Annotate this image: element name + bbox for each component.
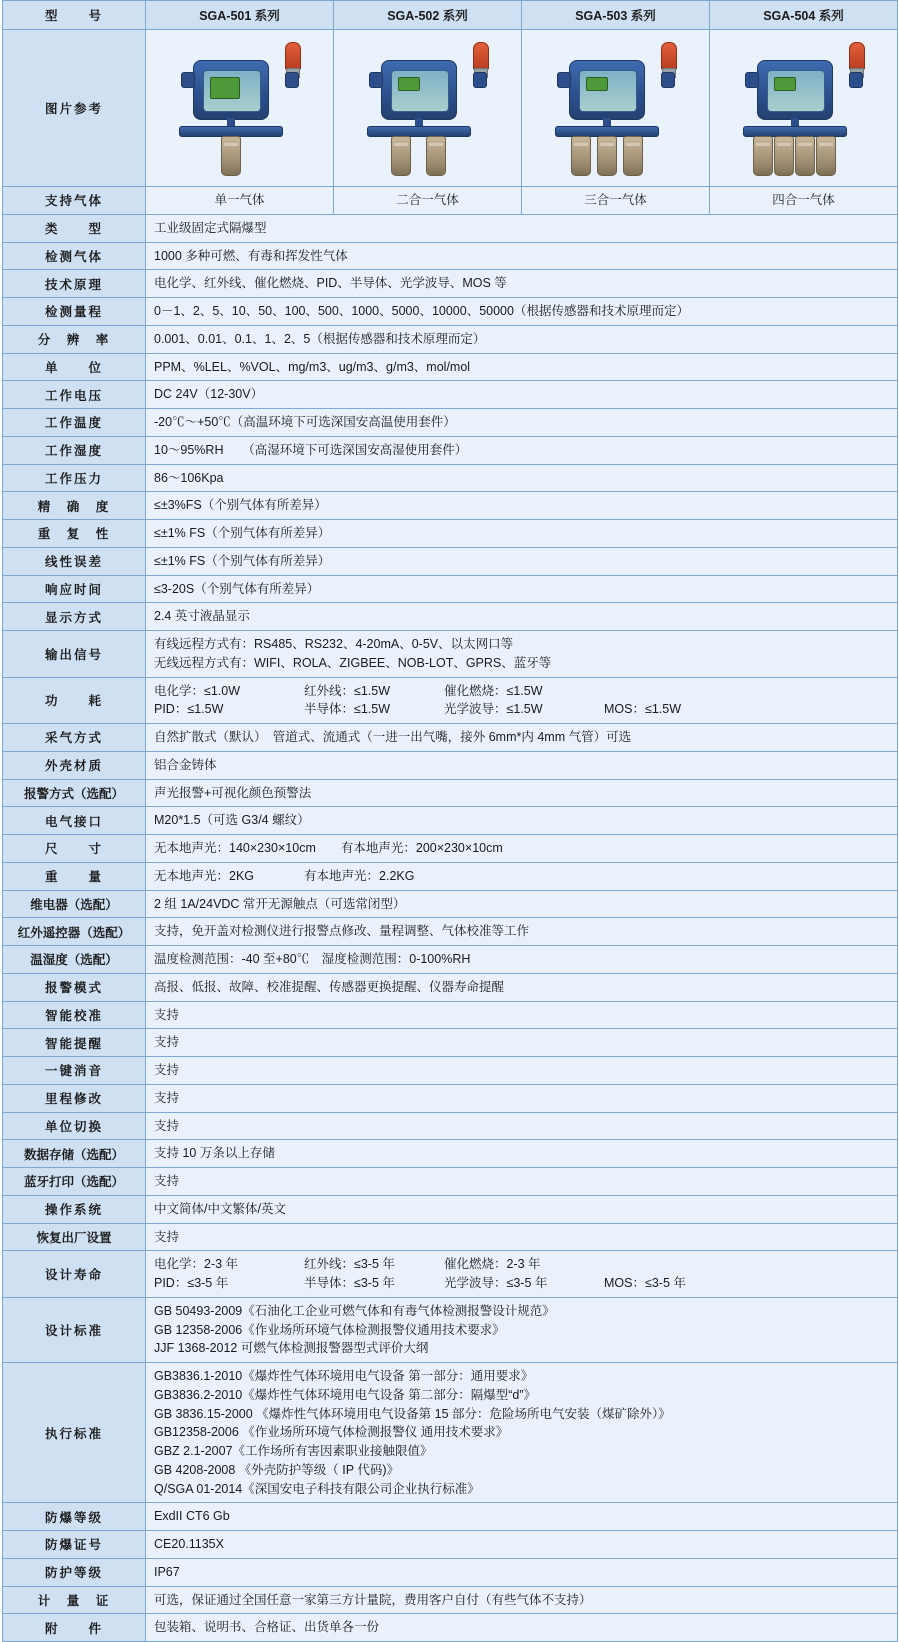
table-row: [3, 1614, 898, 1642]
value-line: GB3836.2-2010《爆炸性气体环境用电气设备 第二部分：隔爆型“d”》: [154, 1387, 537, 1402]
value-line: GB 50493-2009《石油化工企业可燃气体和有毒气体检测报警设计规范》: [154, 1303, 555, 1318]
cable-gland-left: [745, 72, 759, 88]
gas-detector-illustration: [353, 34, 503, 182]
table-row: [3, 1, 898, 30]
gas-detector-illustration: [541, 34, 691, 182]
table-row: [3, 575, 898, 603]
row-value: 声光报警+可视化颜色预警法: [146, 779, 898, 807]
row-value: -20℃～+50℃（高温环境下可选深国安高温使用套件）: [146, 409, 898, 437]
display-screen: [210, 77, 240, 99]
value-line: Q/SGA 01-2014《深国安电子科技有限公司企业执行标准》: [154, 1481, 480, 1496]
row-label: 附 件: [3, 1614, 146, 1642]
table-row: [3, 1029, 898, 1057]
detector-housing: [569, 60, 645, 120]
value-cell: 半导体：≤1.5W: [304, 702, 391, 717]
row-value: 支持: [146, 1112, 898, 1140]
value-line: GB 3836.15-2000 《爆炸性气体环境用电气设备第 15 部分：危险场所电气安装（煤矿除外）》: [154, 1406, 671, 1421]
table-row: [3, 298, 898, 326]
value-cell: MOS：≤3-5 年: [604, 1276, 686, 1290]
row-label: 蓝牙打印（选配）: [3, 1168, 146, 1196]
row-label: 检测量程: [3, 298, 146, 326]
row-label: 尺 寸: [3, 835, 146, 863]
row-label: 响应时间: [3, 575, 146, 603]
row-label: 检测气体: [3, 242, 146, 270]
row-value: 自然扩散式（默认） 管道式、流通式（一进一出气嘴，接外 6mm*内 4mm 气管）可选: [146, 724, 898, 752]
value-cell: 催化燃烧：≤1.5W: [444, 683, 543, 698]
table-row: [3, 1223, 898, 1251]
row-label: 设计标准: [3, 1297, 146, 1362]
value-cell: 半导体：≤3-5 年: [304, 1276, 395, 1290]
table-row: [3, 807, 898, 835]
sensor-probe: [623, 136, 643, 176]
table-row: [3, 547, 898, 575]
row-label: 重 量: [3, 862, 146, 890]
product-image-1: [146, 30, 334, 187]
table-row: [3, 30, 898, 187]
row-value: 包装箱、说明书、合格证、出货单各一份: [146, 1614, 898, 1642]
row-label: 报警模式: [3, 973, 146, 1001]
table-row: [3, 1531, 898, 1559]
row-label: 线性误差: [3, 547, 146, 575]
table-row: [3, 973, 898, 1001]
value-cell: 光学波导：≤1.5W: [444, 702, 543, 717]
row-value: 高报、低报、故障、校准提醒、传感器更换提醒、仪器寿命提醒: [146, 973, 898, 1001]
table-row: [3, 464, 898, 492]
table-row: [3, 436, 898, 464]
row-label: 采气方式: [3, 724, 146, 752]
table-row: [3, 242, 898, 270]
row-value: 0－1、2、5、10、50、100、500、1000、5000、10000、50000（根据传感器和技术原理而定）: [146, 298, 898, 326]
table-row: [3, 890, 898, 918]
specification-table: [2, 0, 898, 1642]
cable-gland-right: [849, 72, 863, 88]
sensor-probe: [597, 136, 617, 176]
table-row: [3, 1558, 898, 1586]
row-label: 支持气体: [3, 187, 146, 215]
sensor-probe: [795, 136, 815, 176]
row-value: PPM、%LEL、%VOL、mg/m3、ug/m3、g/m3、mol/mol: [146, 353, 898, 381]
value-cell: 电化学：2-3 年: [154, 1257, 239, 1272]
row-label: 类 型: [3, 214, 146, 242]
row-value: ≤±3%FS（个别气体有所差异）: [146, 492, 898, 520]
row-label: 智能提醒: [3, 1029, 146, 1057]
product-image-2: [334, 30, 522, 187]
value-line: GB 12358-2006《作业场所环境气体检测报警仪通用技术要求》: [154, 1322, 505, 1337]
display-screen: [586, 77, 608, 91]
row-label: 操作系统: [3, 1195, 146, 1223]
alarm-lamp-icon: [285, 42, 301, 70]
detector-housing: [381, 60, 457, 120]
detector-housing: [193, 60, 269, 120]
row-value: 支持: [146, 1223, 898, 1251]
row-label: 图片参考: [3, 30, 146, 187]
row-label: 计 量 证: [3, 1586, 146, 1614]
value-cell: 电化学：≤1.0W: [154, 683, 241, 698]
row-value: 单一气体: [146, 187, 334, 215]
value-cell: 光学波导：≤3-5 年: [444, 1276, 548, 1290]
table-body: [3, 1, 898, 1642]
value-line: JJF 1368-2012 可燃气体检测报警器型式评价大纲: [154, 1341, 429, 1356]
row-value: M20*1.5（可选 G3/4 螺纹）: [146, 807, 898, 835]
sensor-probe: [426, 136, 446, 176]
table-row: [3, 187, 898, 215]
row-value: 无本地声光：140×230×10cm 有本地声光：200×230×10cm: [146, 835, 898, 863]
value-cell: PID：≤1.5W: [154, 702, 224, 717]
row-value: 支持: [146, 1001, 898, 1029]
value-line: 有线远程方式有：RS485、RS232、4-20mA、0-5V、以太网口等: [154, 637, 514, 651]
row-label: 维电器（选配）: [3, 890, 146, 918]
sensor-probe: [221, 136, 241, 176]
table-row: [3, 1084, 898, 1112]
value-line: [154, 1255, 889, 1274]
cable-gland-right: [473, 72, 487, 88]
table-row: [3, 520, 898, 548]
table-row: [3, 724, 898, 752]
row-value: [146, 677, 898, 724]
table-row: [3, 603, 898, 631]
row-label: 功 耗: [3, 677, 146, 724]
model-header-2: SGA-502 系列: [334, 1, 522, 30]
value-cell: 红外线：≤1.5W: [304, 683, 391, 698]
detector-faceplate: [767, 70, 825, 112]
detector-faceplate: [579, 70, 637, 112]
row-label: 显示方式: [3, 603, 146, 631]
table-row: [3, 1140, 898, 1168]
table-row: [3, 325, 898, 353]
table-row: [3, 1586, 898, 1614]
row-label: 工作电压: [3, 381, 146, 409]
value-cell: PID：≤3-5 年: [154, 1276, 229, 1290]
table-row: [3, 677, 898, 724]
row-label: 温湿度（选配）: [3, 946, 146, 974]
table-row: [3, 409, 898, 437]
row-value: CE20.1135X: [146, 1531, 898, 1559]
detector-housing: [757, 60, 833, 120]
row-value: 86～106Kpa: [146, 464, 898, 492]
row-value: 10～95%RH （高湿环境下可选深国安高湿使用套件）: [146, 436, 898, 464]
row-label: 防护等级: [3, 1558, 146, 1586]
row-value: IP67: [146, 1558, 898, 1586]
table-row: [3, 353, 898, 381]
table-row: [3, 751, 898, 779]
row-value: 电化学、红外线、催化燃烧、PID、半导体、光学波导、MOS 等: [146, 270, 898, 298]
model-header-3: SGA-503 系列: [522, 1, 710, 30]
display-screen: [398, 77, 420, 91]
cable-gland-left: [369, 72, 383, 88]
cable-gland-right: [661, 72, 675, 88]
table-row: [3, 270, 898, 298]
row-label: 执行标准: [3, 1363, 146, 1503]
table-row: [3, 946, 898, 974]
row-label: 里程修改: [3, 1084, 146, 1112]
row-value: 2.4 英寸液晶显示: [146, 603, 898, 631]
row-label: 重 复 性: [3, 520, 146, 548]
value-line: [154, 700, 889, 719]
value-cell: 催化燃烧：2-3 年: [444, 1257, 541, 1272]
value-cell: 红外线：≤3-5 年: [304, 1257, 395, 1272]
table-row: [3, 918, 898, 946]
row-label: 恢复出厂设置: [3, 1223, 146, 1251]
row-value: 四合一气体: [710, 187, 898, 215]
gas-detector-illustration: [165, 34, 315, 182]
row-value: 可选，保证通过全国任意一家第三方计量院，费用客户自付（有些气体不支持）: [146, 1586, 898, 1614]
value-cell: MOS：≤1.5W: [604, 702, 682, 717]
row-label: 技术原理: [3, 270, 146, 298]
row-value: [146, 1363, 898, 1503]
row-value: 支持: [146, 1084, 898, 1112]
table-row: [3, 631, 898, 678]
row-value: [146, 1297, 898, 1362]
value-line: [154, 1274, 889, 1293]
row-value: 中文简体/中文繁体/英文: [146, 1195, 898, 1223]
row-value: ExdII CT6 Gb: [146, 1503, 898, 1531]
table-row: [3, 779, 898, 807]
table-row: [3, 381, 898, 409]
gas-detector-illustration: [729, 34, 879, 182]
product-image-4: [710, 30, 898, 187]
row-label: 外壳材质: [3, 751, 146, 779]
row-label: 型 号: [3, 1, 146, 30]
row-value: 无本地声光：2KG 有本地声光：2.2KG: [146, 862, 898, 890]
detector-faceplate: [391, 70, 449, 112]
row-value: 1000 多种可燃、有毒和挥发性气体: [146, 242, 898, 270]
row-value: ≤±1% FS（个别气体有所差异）: [146, 520, 898, 548]
display-screen: [774, 77, 796, 91]
row-value: ≤±1% FS（个别气体有所差异）: [146, 547, 898, 575]
row-label: 智能校准: [3, 1001, 146, 1029]
table-row: [3, 1251, 898, 1298]
row-label: 精 确 度: [3, 492, 146, 520]
table-row: [3, 1363, 898, 1503]
row-label: 红外遥控器（选配）: [3, 918, 146, 946]
row-label: 电气接口: [3, 807, 146, 835]
row-value: 2 组 1A/24VDC 常开无源触点（可选常闭型）: [146, 890, 898, 918]
table-row: [3, 1195, 898, 1223]
row-value: 0.001、0.01、0.1、1、2、5（根据传感器和技术原理而定）: [146, 325, 898, 353]
row-label: 单 位: [3, 353, 146, 381]
row-label: 工作压力: [3, 464, 146, 492]
product-image-3: [522, 30, 710, 187]
row-value: ≤3-20S（个别气体有所差异）: [146, 575, 898, 603]
row-value: 三合一气体: [522, 187, 710, 215]
row-label: 报警方式（选配）: [3, 779, 146, 807]
value-line: GB 4208-2008 《外壳防护等级（ IP 代码)》: [154, 1462, 399, 1477]
table-row: [3, 214, 898, 242]
row-label: 防爆等级: [3, 1503, 146, 1531]
row-label: 工作湿度: [3, 436, 146, 464]
row-label: 数据存储（选配）: [3, 1140, 146, 1168]
row-label: 一键消音: [3, 1057, 146, 1085]
sensor-probe: [391, 136, 411, 176]
sensor-probe: [816, 136, 836, 176]
row-label: 输出信号: [3, 631, 146, 678]
table-row: [3, 1168, 898, 1196]
row-label: 防爆证号: [3, 1531, 146, 1559]
row-value: 支持 10 万条以上存储: [146, 1140, 898, 1168]
row-label: 设计寿命: [3, 1251, 146, 1298]
sensor-probe: [774, 136, 794, 176]
alarm-lamp-icon: [473, 42, 489, 70]
table-row: [3, 1503, 898, 1531]
table-row: [3, 1112, 898, 1140]
detector-faceplate: [203, 70, 261, 112]
row-value: 支持: [146, 1168, 898, 1196]
value-line: 无线远程方式有：WIFI、ROLA、ZIGBEE、NOB-LOT、GPRS、蓝牙等: [154, 655, 552, 670]
cable-gland-left: [181, 72, 195, 88]
model-header-1: SGA-501 系列: [146, 1, 334, 30]
value-line: GB3836.1-2010《爆炸性气体环境用电气设备 第一部分：通用要求》: [154, 1369, 534, 1383]
row-value: 支持，免开盖对检测仪进行报警点修改、量程调整、气体校准等工作: [146, 918, 898, 946]
table-row: [3, 492, 898, 520]
value-line: [154, 682, 889, 701]
row-value: 支持: [146, 1029, 898, 1057]
row-label: 分 辨 率: [3, 325, 146, 353]
value-line: GBZ 2.1-2007《工作场所有害因素职业接触限值》: [154, 1444, 433, 1458]
row-value: 二合一气体: [334, 187, 522, 215]
row-value: [146, 1251, 898, 1298]
cable-gland-left: [557, 72, 571, 88]
manifold-bar: [367, 126, 471, 137]
row-value: 工业级固定式隔爆型: [146, 214, 898, 242]
cable-gland-right: [285, 72, 299, 88]
sensor-probe: [571, 136, 591, 176]
sensor-probe: [753, 136, 773, 176]
row-value: 铝合金铸体: [146, 751, 898, 779]
row-value: DC 24V（12-30V）: [146, 381, 898, 409]
row-value: 支持: [146, 1057, 898, 1085]
table-row: [3, 1297, 898, 1362]
model-header-4: SGA-504 系列: [710, 1, 898, 30]
row-value: 温度检测范围：-40 至+80℃ 湿度检测范围：0-100%RH: [146, 946, 898, 974]
alarm-lamp-icon: [849, 42, 865, 70]
table-row: [3, 1001, 898, 1029]
value-line: GB12358-2006 《作业场所环境气体检测报警仪 通用技术要求》: [154, 1425, 509, 1440]
row-label: 工作温度: [3, 409, 146, 437]
table-row: [3, 1057, 898, 1085]
row-label: 单位切换: [3, 1112, 146, 1140]
table-row: [3, 862, 898, 890]
row-value: [146, 631, 898, 678]
table-row: [3, 835, 898, 863]
alarm-lamp-icon: [661, 42, 677, 70]
